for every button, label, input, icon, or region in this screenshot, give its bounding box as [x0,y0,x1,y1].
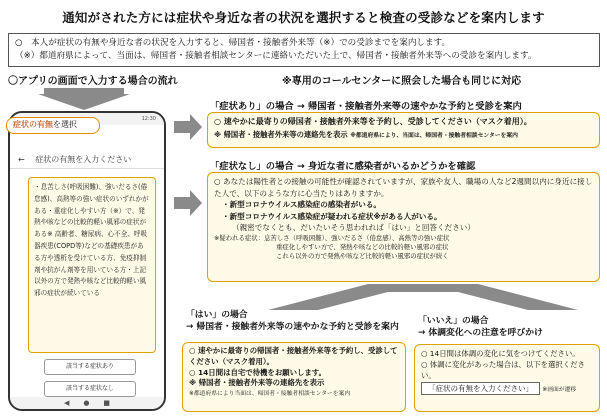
answer-yes-line-3: ※ 帰国者・接触者外来等の連絡先を表示 [189,378,325,388]
section-no-bullet-2: ・新型コロナウイルス感染症が疑われる症状※がある人がいる。 [222,211,442,221]
answer-no-box [414,344,600,412]
symptom-no-button[interactable]: 該当する症状なし [44,381,136,397]
left-heading: 〇アプリの画面で入力する場合の流れ [8,76,178,87]
phone-status-bar: 12:30 [10,113,164,125]
answer-yes-line-1: ○ 速やかに最寄りの帰国者・接触者外来等を予約し、受診してください（マスク着用）。 [189,346,398,366]
section-no-note-b: 重症化しやすい方で、発熱や咳などの比較的軽い風邪の症状 [276,243,449,252]
phone-nav-bar: ◀ ● ■ [10,397,164,409]
right-arrow-icon [174,114,202,140]
callout-rest: を選択 [53,120,77,129]
section-no-note-c: これら以外の方で発熱や咳など比較的軽い風邪の症状が続く [276,252,449,261]
symptom-input-link[interactable]: 「症状の有無を入力ください」 [421,382,540,395]
symptom-list: ・息苦しさ(呼吸困難)、強いだるさ(倦怠感)、高熱等の強い症状のいずれかがある・重症化しやすい方（※）で、発熱や咳などの比較的軽い風邪の症状がある※ 高齢者、糖尿病、心不全、呼吸器疾患(COPD等)などの基礎疾患がある方や透析を受けている方、免疫抑制剤や抗がん剤等を用いている方・上記以外の方で発熱や咳など比較的軽い風邪の症状が続いている [28,177,156,353]
section-yes-note: ※都道府県により、当面は、帰国者・接触者相談センターを案内 [350,132,518,139]
answer-yes-title [186,310,399,333]
answer-yes-title-1: 「はい」の場合 [186,310,248,320]
section-no-line-1: ○ あなたは陽性者との接触の可能性が確認されていますが、家族や友人、職場の人など2週間以内に身近に接した人で、以下のような方に心当たりはありますか。 [214,177,593,198]
intro-line-2: （※）都道府県によって、当面は、帰国者・接触者相談センターに連絡いただいた上で、帰国者・接触者外来等への受診を案内します。 [15,51,537,61]
answer-no-line-2: ○ 体調に変化があった場合は、以下を選択ください。 [421,360,585,380]
section-yes-title [210,98,522,112]
split-arrow-icon [268,284,578,310]
section-no-bullet-1: ・新型コロナウイルス感染症の感染者がいる。 [222,200,382,210]
phone-header-title: 症状の有無を入力ください [35,155,132,164]
intro-box [8,33,600,67]
symptom-yes-button[interactable]: 該当する症状あり [44,359,136,375]
answer-no-link-note: ※画面が遷移 [542,387,577,393]
answer-yes-line-3-note: ※都道府県により当面は、帰国者・接触者相談センターを案内 [189,391,351,398]
section-no-bullet-2-sub: （親密でなくとも、だいたいそう思われれば「はい」と回答ください） [232,223,475,233]
phone-screen-header [10,151,164,169]
right-arrow-icon [174,190,202,216]
answer-no-title-1: 「いいえ」の場合 [418,316,489,326]
section-yes-rest: → 帰国者・接触者外来等の速やかな予約と受診を案内 [296,101,522,112]
answer-yes-line-2: ○ 14日間は自宅で待機をお願いします。 [189,367,326,377]
down-arrow-icon [38,88,130,110]
answer-no-link-row [421,382,593,396]
answer-yes-title-2: → 帰国者・接触者外来等の速やかな予約と受診を案内 [186,321,399,332]
section-yes-box [207,112,600,148]
back-arrow-icon[interactable]: ← [18,155,25,164]
callout-label [6,117,100,134]
section-yes-line-1: ○ 速やかに最寄りの帰国者・接触者外来等を予約し、受診してください（マスク着用）。 [214,117,532,126]
section-yes-contact: ※ 帰国者・接触者外来等の連絡先を表示 [214,129,348,139]
section-no-box [207,172,600,282]
section-no-note-a: ※疑われる症状：息苦しさ（呼吸困難）、強いだるさ（倦怠感）、高熱等の強い症状 [214,233,450,242]
answer-no-line-1: ○ 14日間は体調の変化に気をつけてください。 [421,349,580,358]
section-no-rest: → 身近な者に感染者がいるかどうかを確認 [296,161,476,172]
answer-yes-box [182,342,406,412]
callout-bold: 症状の有無 [13,120,53,129]
phone-mockup [8,111,166,411]
right-heading: ※専用のコールセンターに照会した場合も同じに対応 [282,76,522,87]
section-yes-quote: 「症状あり」の場合 [210,101,294,112]
section-no-quote: 「症状なし」の場合 [210,161,294,172]
intro-line-1: ○ 本人が症状の有無や身近な者の状況を入力すると、帰国者・接触者外来等（※）での受診までを案内します。 [15,38,451,48]
section-no-title [210,158,475,172]
section-yes-line-2 [214,129,593,143]
answer-no-title-2: → 体調変化への注意を呼びかけ [418,327,543,338]
answer-no-title [418,316,543,339]
page-title: 通知がされた方には症状や身近な者の状況を選択すると検査の受診などを案内します [62,10,545,25]
